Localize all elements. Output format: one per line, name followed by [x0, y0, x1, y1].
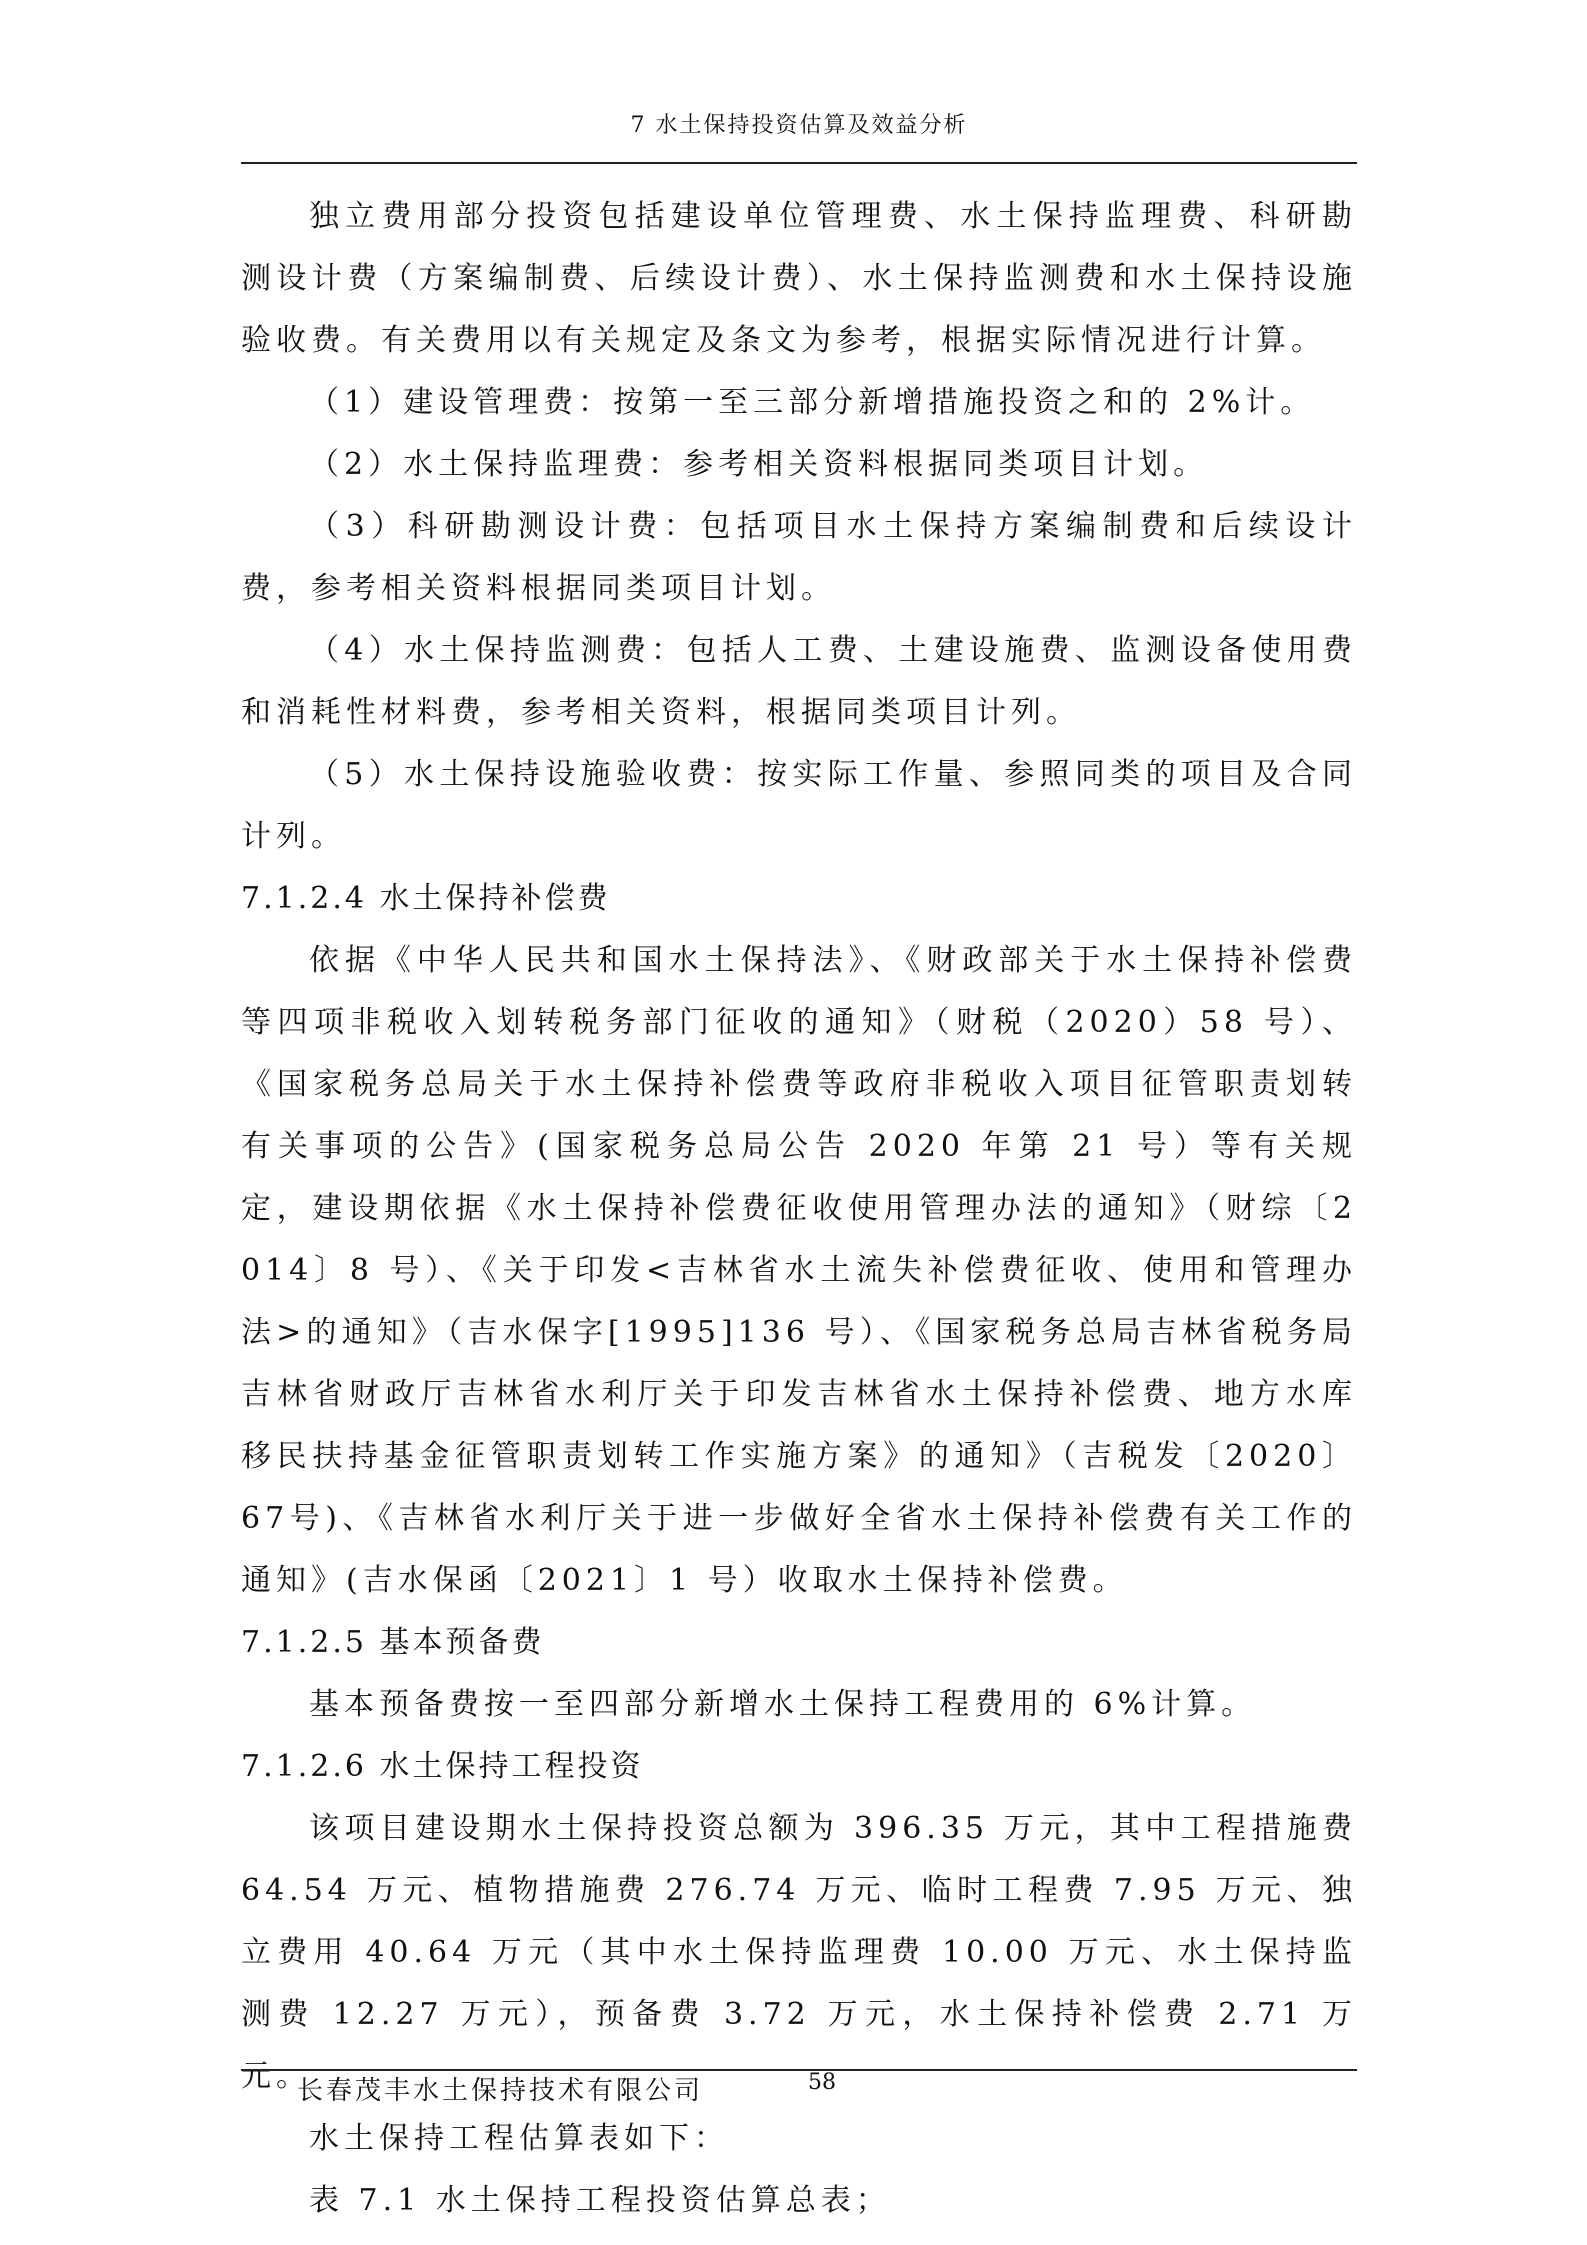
- item-construction-management-fee: （1）建设管理费：按第一至三部分新增措施投资之和的 2%计。: [309, 385, 1316, 420]
- running-header: 7 水土保持投资估算及效益分析: [630, 113, 968, 138]
- header-rule: [241, 162, 1357, 164]
- paragraph-compensation-basis: 依据《中华人民共和国水土保持法》、《财政部关于水土保持补偿费等四项非税收入划转税务部门征收的通知》（财税（2020）58 号）、《国家税务总局关于水土保持补偿费等政府非税收入项目征管职责划转有关事项的公告》(国家税务总局公告 2020 年第 21 号）等有关规定，建设期依据《水土保持补偿费征收使用管理办法的通知》（财综〔2014〕8 号）、《关于印发<吉林省水土流失补偿费征收、使用和管理办法>的通知》（吉水保字[1995]136 号）、《国家税务总局吉林省税务局吉林省财政厅吉林省水利厅关于印发吉林省水土保持补偿费、地方水库移民扶持基金征管职责划转工作实施方案》的通知》（吉税发〔2020〕67号)、《吉林省水利厅关于进一步做好全省水土保持补偿费有关工作的通知》(吉水保函〔2021〕1 号）收取水土保持补偿费。: [241, 943, 1357, 1598]
- paragraph-estimate-intro: 水土保持工程估算表如下：: [309, 2121, 729, 2156]
- paragraph-reserve-fee: 基本预备费按一至四部分新增水土保持工程费用的 6%计算。: [309, 1687, 1257, 1722]
- paragraph-independent-costs: 独立费用部分投资包括建设单位管理费、水土保持监理费、科研勘测设计费（方案编制费、后续设计费）、水土保持监测费和水土保持设施验收费。有关费用以有关规定及条文为参考，根据实际情况进行计算。: [241, 199, 1357, 358]
- item-monitoring-fee: （4）水土保持监测费：包括人工费、土建设施费、监测设备使用费和消耗性材料费，参考相关资料，根据同类项目计列。: [241, 633, 1357, 730]
- item-survey-design-fee: （3）科研勘测设计费：包括项目水土保持方案编制费和后续设计费，参考相关资料根据同类项目计划。: [241, 509, 1357, 606]
- paragraph-investment-total: 该项目建设期水土保持投资总额为 396.35 万元，其中工程措施费 64.54 万元、植物措施费 276.74 万元、临时工程费 7.95 万元、独立费用 40.64 万元（其中水土保持监理费 10.00 万元、水土保持监测费 12.27 万元），预备费 3.72 万元，水土保持补偿费 2.71 万元。: [241, 1811, 1357, 2094]
- page-body: [241, 186, 1357, 2232]
- table-caption: 表 7.1 水土保持工程投资估算总表；: [309, 2183, 891, 2218]
- section-heading-compensation-fee: 7.1.2.4 水土保持补偿费: [241, 881, 611, 916]
- item-acceptance-fee: （5）水土保持设施验收费：按实际工作量、参照同类的项目及合同计列。: [241, 757, 1357, 854]
- section-heading-investment: 7.1.2.6 水土保持工程投资: [241, 1749, 644, 1784]
- footer-company: 长春茂丰水土保持技术有限公司: [297, 2076, 704, 2106]
- section-heading-reserve-fee: 7.1.2.5 基本预备费: [241, 1625, 545, 1660]
- page-number: 58: [808, 2070, 836, 2095]
- item-supervision-fee: （2）水土保持监理费：参考相关资料根据同类项目计划。: [309, 447, 1209, 482]
